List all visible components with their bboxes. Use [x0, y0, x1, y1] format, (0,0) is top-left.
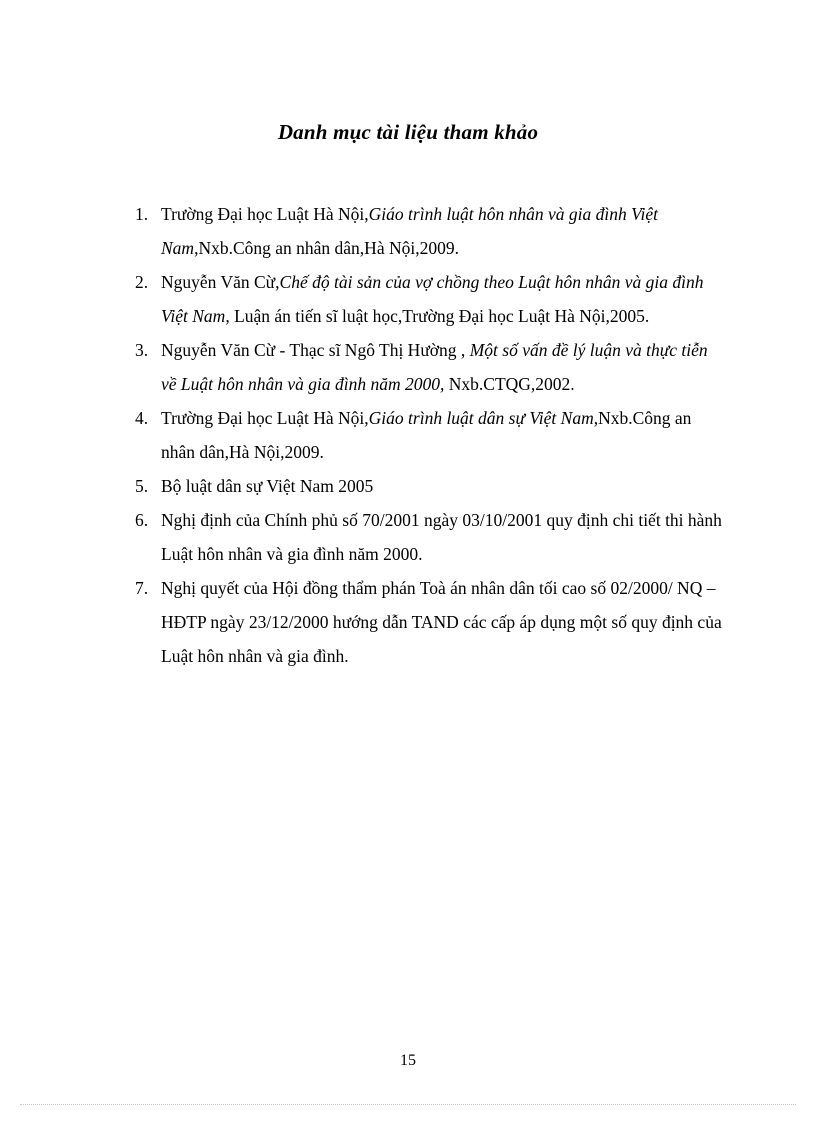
reference-item	[135, 503, 725, 571]
reference-text: Bộ luật dân sự Việt Nam 2005	[161, 476, 374, 496]
reference-text: ,Nxb.Công an nhân dân,Hà Nội,2009.	[161, 408, 692, 462]
reference-text: , Luận án tiến sĩ luật học,Trường Đại học Luật Hà Nội,2005.	[225, 306, 650, 326]
reference-text: Trường Đại học Luật Hà Nội,	[161, 204, 369, 224]
reference-item	[135, 401, 725, 469]
reference-text: Nguyễn Văn Cừ - Thạc sĩ Ngô Thị Hường ,	[161, 340, 470, 360]
reference-title: Chế độ tài sản của vợ chồng theo Luật hôn nhân và gia đình Việt Nam	[161, 272, 704, 326]
reference-title: Giáo trình luật hôn nhân và gia đình Việt Nam	[161, 204, 659, 258]
reference-number: 6.	[135, 510, 149, 530]
reference-item	[135, 571, 725, 673]
reference-number: 2.	[135, 272, 149, 292]
reference-item	[135, 469, 725, 503]
reference-number: 3.	[135, 340, 149, 360]
page-title: Danh mục tài liệu tham khảo	[277, 120, 539, 144]
page-footer-divider	[20, 1104, 796, 1105]
reference-number: 7.	[135, 578, 149, 598]
reference-text: ,Nxb.Công an nhân dân,Hà Nội,2009.	[194, 238, 459, 258]
reference-text: Trường Đại học Luật Hà Nội,	[161, 408, 369, 428]
reference-text: Nguyễn Văn Cừ,	[161, 272, 280, 292]
reference-text: Nghị định của Chính phủ số 70/2001 ngày 03/10/2001 quy định chi tiết thi hành Luật hôn nhân và gia đình năm 2000.	[161, 510, 722, 564]
reference-text: Nxb.CTQG,2002.	[444, 374, 575, 394]
reference-item	[135, 197, 725, 265]
reference-item	[135, 265, 725, 333]
page-number: 15	[400, 1052, 416, 1069]
reference-number: 1.	[135, 204, 149, 224]
reference-title: Một số vấn đề lý luận và thực tiễn về Luật hôn nhân và gia đình năm 2000,	[161, 340, 708, 394]
reference-text: Nghị quyết của Hội đồng thẩm phán Toà án nhân dân tối cao số 02/2000/ NQ – HĐTP ngày 23/12/2000 hướng dẫn TAND các cấp áp dụng một số quy định của Luật hôn nhân và gia đình.	[161, 578, 722, 666]
reference-title: Giáo trình luật dân sự Việt Nam	[368, 408, 594, 428]
reference-item	[135, 333, 725, 401]
reference-list	[135, 197, 725, 673]
reference-number: 4.	[135, 408, 149, 428]
reference-number: 5.	[135, 476, 149, 496]
